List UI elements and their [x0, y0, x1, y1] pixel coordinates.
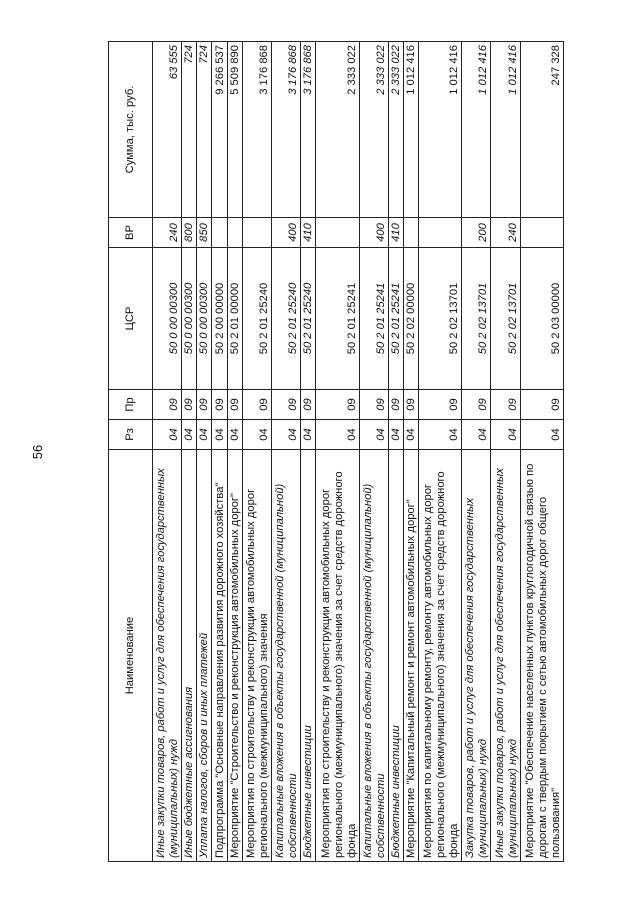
cell-sum: 724 — [182, 42, 197, 218]
header-pr: Пр — [109, 390, 153, 420]
cell-rz: 04 — [316, 420, 359, 450]
cell-name: Мероприятие "Обеспечение населенных пунктов круглогодичной связью по дорогам с твердым покрытием с сетью автомобильных дорог общего пользования" — [520, 450, 563, 862]
cell-sum: 1 012 416 — [462, 42, 491, 218]
cell-name: Уплата налогов, сборов и иных платежей — [197, 450, 212, 862]
cell-pr: 09 — [388, 390, 403, 420]
cell-vr: 850 — [197, 218, 212, 248]
cell-rz: 04 — [197, 420, 212, 450]
table-row — [418, 42, 461, 862]
cell-sum: 9 266 537 — [212, 42, 227, 218]
cell-name: Иные закупки товаров, работ и услуг для обеспечения государственных (муниципальных) нужд — [153, 450, 182, 862]
cell-csr: 50 2 01 00000 — [227, 248, 242, 390]
cell-csr: 50 2 02 13701 — [418, 248, 461, 390]
cell-pr: 09 — [403, 390, 418, 420]
cell-name: Иные бюджетные ассигнования — [182, 450, 197, 862]
cell-name: Закупка товаров, работ и услуг для обеспечения государственных (муниципальных) нужд — [462, 450, 491, 862]
table-row — [242, 42, 271, 862]
cell-rz: 04 — [359, 420, 388, 450]
rotated-table-container — [108, 42, 564, 862]
cell-csr: 50 2 02 00000 — [403, 248, 418, 390]
cell-vr: 240 — [491, 218, 520, 248]
cell-pr: 09 — [182, 390, 197, 420]
cell-pr: 09 — [153, 390, 182, 420]
cell-csr: 50 2 01 25240 — [271, 248, 300, 390]
cell-csr: 50 2 02 13701 — [462, 248, 491, 390]
cell-rz: 04 — [271, 420, 300, 450]
header-csr: ЦСР — [109, 248, 153, 390]
cell-rz: 04 — [301, 420, 316, 450]
cell-sum: 2 333 022 — [359, 42, 388, 218]
table-row — [359, 42, 388, 862]
cell-vr — [418, 218, 461, 248]
cell-pr: 09 — [271, 390, 300, 420]
cell-vr — [212, 218, 227, 248]
cell-pr: 09 — [316, 390, 359, 420]
budget-table — [108, 41, 564, 862]
cell-sum: 2 333 022 — [388, 42, 403, 218]
cell-name: Бюджетные инвестиции — [301, 450, 316, 862]
cell-vr: 800 — [182, 218, 197, 248]
cell-name: Подпрограмма "Основные направления развития дорожного хозяйства" — [212, 450, 227, 862]
table-row — [197, 42, 212, 862]
cell-pr: 09 — [227, 390, 242, 420]
cell-name: Бюджетные инвестиции — [388, 450, 403, 862]
cell-vr: 400 — [271, 218, 300, 248]
cell-vr — [403, 218, 418, 248]
cell-rz: 04 — [520, 420, 563, 450]
header-rz: Рз — [109, 420, 153, 450]
cell-sum: 3 176 868 — [271, 42, 300, 218]
header-vr: ВР — [109, 218, 153, 248]
table-row — [271, 42, 300, 862]
cell-vr: 240 — [153, 218, 182, 248]
cell-vr: 400 — [359, 218, 388, 248]
header-sum: Сумма, тыс. руб. — [109, 42, 153, 218]
cell-name: Мероприятие "Капитальный ремонт и ремонт автомобильных дорог" — [403, 450, 418, 862]
cell-sum: 247 328 — [520, 42, 563, 218]
cell-pr: 09 — [197, 390, 212, 420]
table-row — [227, 42, 242, 862]
cell-name: Капитальные вложения в объекты государственной (муниципальной) собственности — [359, 450, 388, 862]
cell-vr: 410 — [301, 218, 316, 248]
table-row — [212, 42, 227, 862]
cell-rz: 04 — [242, 420, 271, 450]
cell-rz: 04 — [462, 420, 491, 450]
cell-csr: 50 2 02 13701 — [491, 248, 520, 390]
cell-vr: 200 — [462, 218, 491, 248]
cell-rz: 04 — [182, 420, 197, 450]
cell-rz: 04 — [388, 420, 403, 450]
cell-vr — [520, 218, 563, 248]
table-row — [491, 42, 520, 862]
cell-sum: 63 555 — [153, 42, 182, 218]
table-row — [182, 42, 197, 862]
cell-rz: 04 — [418, 420, 461, 450]
table-row — [520, 42, 563, 862]
table-header-row — [109, 42, 153, 862]
cell-csr: 50 2 01 25240 — [301, 248, 316, 390]
cell-pr: 09 — [491, 390, 520, 420]
header-name: Наименование — [109, 450, 153, 862]
cell-pr: 09 — [359, 390, 388, 420]
cell-pr: 09 — [418, 390, 461, 420]
cell-sum: 1 012 416 — [418, 42, 461, 218]
cell-pr: 09 — [242, 390, 271, 420]
cell-sum: 5 509 890 — [227, 42, 242, 218]
cell-csr: 50 0 00 00300 — [182, 248, 197, 390]
cell-pr: 09 — [520, 390, 563, 420]
cell-pr: 09 — [212, 390, 227, 420]
cell-csr: 50 0 00 00300 — [197, 248, 212, 390]
cell-name: Иные закупки товаров, работ и услуг для обеспечения государственных (муниципальных) нужд — [491, 450, 520, 862]
cell-name: Мероприятия по строительству и реконструкции автомобильных дорог регионального (межмуниципального) значения за счет средств дорожного фонда — [316, 450, 359, 862]
cell-sum: 2 333 022 — [316, 42, 359, 218]
cell-pr: 09 — [301, 390, 316, 420]
cell-csr: 50 2 03 00000 — [520, 248, 563, 390]
cell-rz: 04 — [491, 420, 520, 450]
cell-name: Капитальные вложения в объекты государственной (муниципальной) собственности — [271, 450, 300, 862]
cell-csr: 50 2 01 25241 — [359, 248, 388, 390]
cell-rz: 04 — [403, 420, 418, 450]
cell-csr: 50 2 01 25241 — [388, 248, 403, 390]
cell-csr: 50 2 01 25241 — [316, 248, 359, 390]
cell-sum: 3 176 868 — [301, 42, 316, 218]
cell-name: Мероприятия по капитальному ремонту, ремонту автомобильных дорог регионального (межмуниципального) значения за счет средств дорожного фонда — [418, 450, 461, 862]
table-row — [388, 42, 403, 862]
cell-pr: 09 — [462, 390, 491, 420]
cell-sum: 1 012 416 — [491, 42, 520, 218]
page-number: 56 — [30, 444, 45, 460]
cell-sum: 3 176 868 — [242, 42, 271, 218]
table-row — [403, 42, 418, 862]
cell-name: Мероприятия по строительству и реконструкции автомобильных дорог регионального (межмуниципального) значения — [242, 450, 271, 862]
cell-vr: 410 — [388, 218, 403, 248]
table-row — [301, 42, 316, 862]
cell-csr: 50 2 01 25240 — [242, 248, 271, 390]
cell-rz: 04 — [212, 420, 227, 450]
table-row — [462, 42, 491, 862]
table-row — [153, 42, 182, 862]
cell-rz: 04 — [227, 420, 242, 450]
cell-sum: 1 012 416 — [403, 42, 418, 218]
cell-vr — [242, 218, 271, 248]
cell-name: Мероприятие "Строительство и реконструкция автомобильных дорог" — [227, 450, 242, 862]
cell-sum: 724 — [197, 42, 212, 218]
cell-vr — [227, 218, 242, 248]
table-row — [316, 42, 359, 862]
cell-csr: 50 2 00 00000 — [212, 248, 227, 390]
budget-table-wrapper — [108, 42, 564, 862]
cell-rz: 04 — [153, 420, 182, 450]
table-body — [153, 42, 564, 862]
cell-csr: 50 0 00 00300 — [153, 248, 182, 390]
cell-vr — [316, 218, 359, 248]
